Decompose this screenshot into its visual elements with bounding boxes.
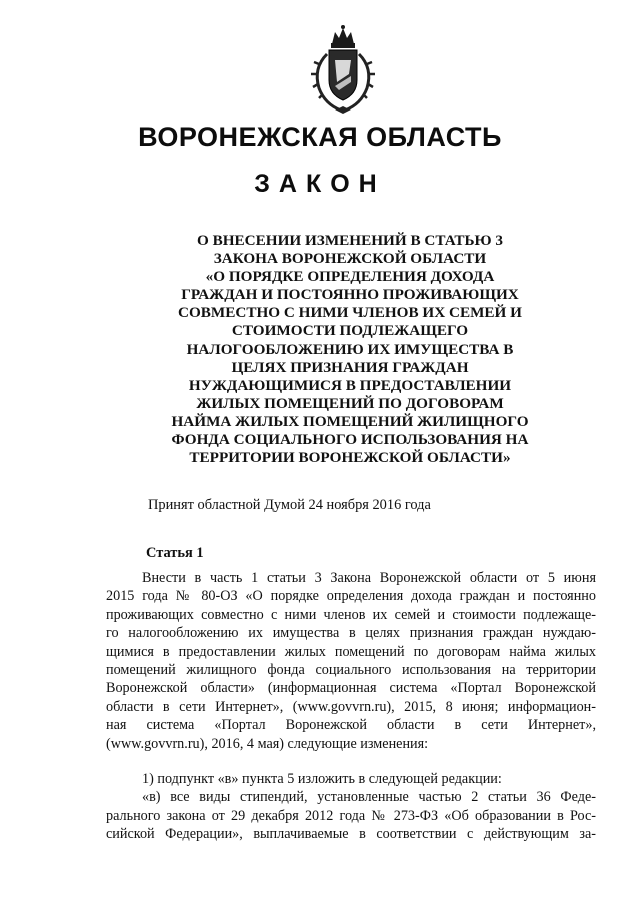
title-line: СОВМЕСТНО С НИМИ ЧЛЕНОВ ИХ СЕМЕЙ И xyxy=(178,304,522,322)
title-line: НАЛОГООБЛОЖЕНИЮ ИХ ИМУЩЕСТВА В xyxy=(186,340,514,358)
coat-of-arms-icon xyxy=(305,24,381,116)
title-line: СТОИМОСТИ ПОДЛЕЖАЩЕГО xyxy=(231,322,469,340)
item-line: 1) подпункт «в» пункта 5 изложить в следующей редакции: xyxy=(142,771,502,788)
paragraph-line: (www.govvrn.ru), 2016, 4 мая) следующие изменения: xyxy=(106,735,429,752)
paragraph-line: щимися в предоставлении жилых помещений по договорам найма жилых xyxy=(106,643,596,660)
item-line: рального закона от 29 декабря 2012 года № 273-ФЗ «Об образовании в Рос- xyxy=(106,807,596,824)
title-line: О ВНЕСЕНИИ ИЗМЕНЕНИЙ В СТАТЬЮ 3 xyxy=(196,232,504,249)
paragraph-line: области в сети Интернет», (www.govvrn.ru), 2015, 8 июня; информацион- xyxy=(106,698,596,715)
title-line: НАЙМА ЖИЛЫХ ПОМЕЩЕНИЙ ЖИЛИЩНОГО xyxy=(171,412,529,430)
paragraph-line: 2015 года № 80-ОЗ «О порядке определения дохода граждан и постоянно xyxy=(106,588,596,605)
article-heading: Статья 1 xyxy=(146,545,204,561)
title-line: ЖИЛЫХ ПОМЕЩЕНИЙ ПО ДОГОВОРАМ xyxy=(196,394,504,412)
adoption-note: Принят областной Думой 24 ноября 2016 года xyxy=(148,497,431,513)
paragraph-line: Воронежской области» (информационная система «Портал Воронежской xyxy=(106,680,596,697)
paragraph-line: проживающих совместно с ними членов их семей и стоимости подлежаще- xyxy=(106,606,596,623)
paragraph-line: го налогообложению их имущества в целях признания граждан нуждаю- xyxy=(106,625,596,642)
title-line: ФОНДА СОЦИАЛЬНОГО ИСПОЛЬЗОВАНИЯ НА xyxy=(171,431,529,449)
document-type: ЗАКОН xyxy=(254,170,386,198)
title-line: ТЕРРИТОРИИ ВОРОНЕЖСКОЙ ОБЛАСТИ» xyxy=(189,449,511,467)
paragraph-line: Внести в часть 1 статьи 3 Закона Воронежской области от 5 июня xyxy=(142,570,596,586)
title-line: НУЖДАЮЩИМИСЯ В ПРЕДОСТАВЛЕНИИ xyxy=(188,376,512,394)
paragraph-line: ная система «Портал Воронежской области в сети Интернет», xyxy=(106,717,596,734)
paragraph-line: помещений жилищного фонда социального использования на территории xyxy=(106,662,596,679)
region-name: ВОРОНЕЖСКАЯ ОБЛАСТЬ xyxy=(138,122,502,152)
article-body xyxy=(106,569,596,844)
title-line: ЦЕЛЯХ ПРИЗНАНИЯ ГРАЖДАН xyxy=(231,358,469,376)
title-line: ЗАКОНА ВОРОНЕЖСКОЙ ОБЛАСТИ xyxy=(213,250,487,268)
title-line: ГРАЖДАН И ПОСТОЯННО ПРОЖИВАЮЩИХ xyxy=(181,286,519,304)
law-title xyxy=(150,232,550,467)
item-line: «в) все виды стипендий, установленные частью 2 статьи 36 Феде- xyxy=(142,789,596,806)
item-line: сийской Федерации», выплачиваемые в соответствии с действующим за- xyxy=(106,826,596,843)
title-line: «О ПОРЯДКЕ ОПРЕДЕЛЕНИЯ ДОХОДА xyxy=(205,268,495,286)
